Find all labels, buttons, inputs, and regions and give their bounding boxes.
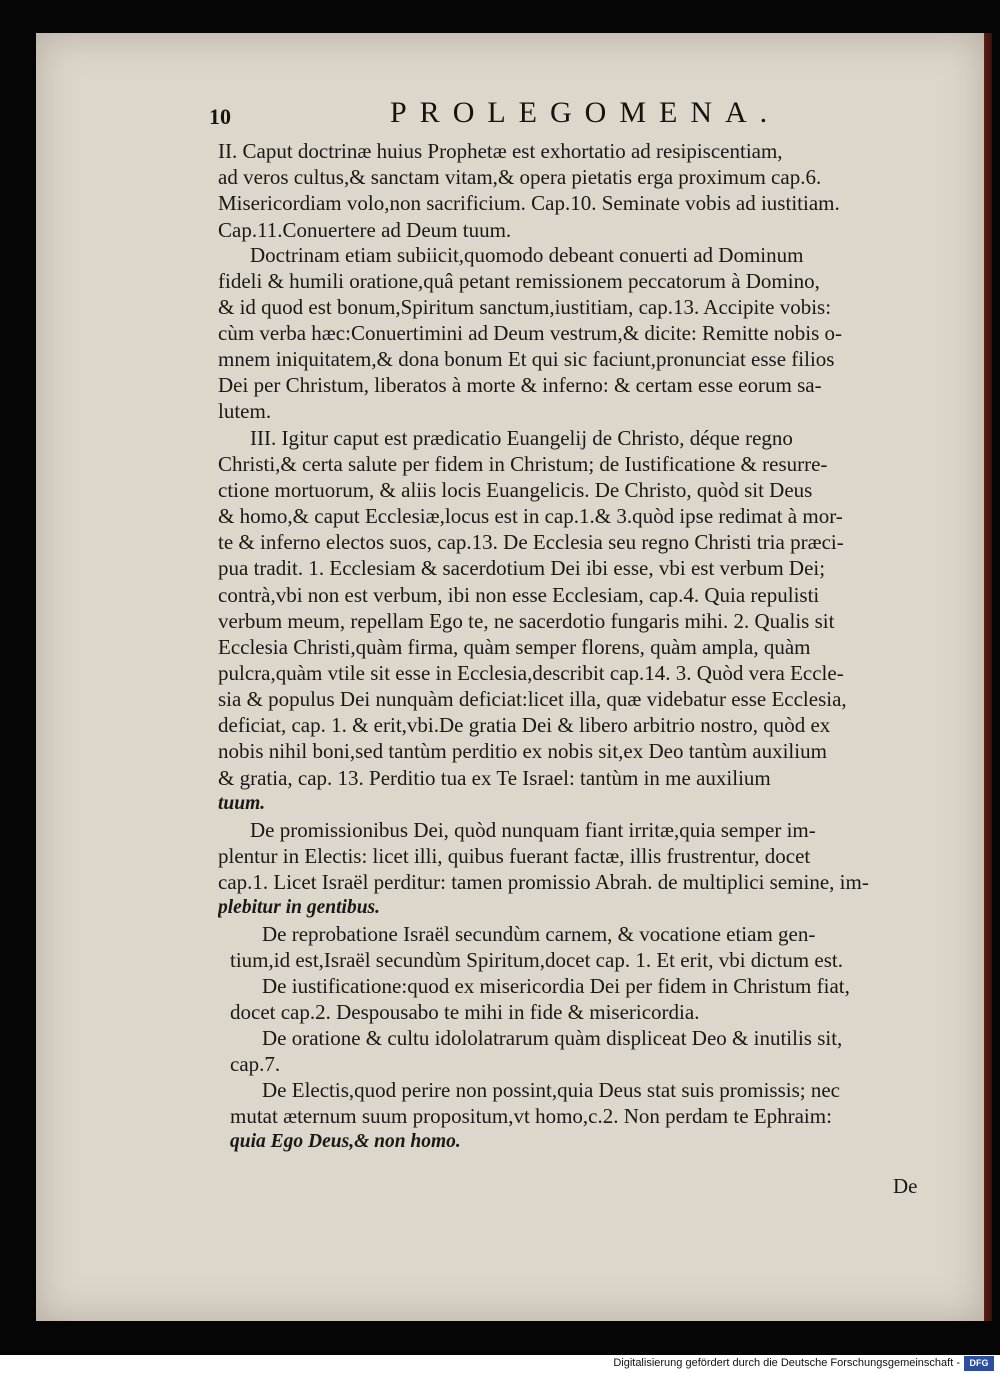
text-line: tuum. <box>218 793 266 814</box>
text-line: De reprobatione Israël secundùm carnem, & vocatione etiam gen- <box>262 922 816 946</box>
text-line: plentur in Electis: licet illi, quibus fuerant factæ, illis frustrentur, docet <box>218 844 811 868</box>
text-line: verbum meum, repellam Ego te, ne sacerdotio fungaris mihi. 2. Qualis sit <box>218 609 835 633</box>
text-line: pua tradit. 1. Ecclesiam & sacerdotium Dei ibi esse, vbi est verbum Dei; <box>218 556 826 580</box>
dfg-logo: DFG <box>964 1356 994 1371</box>
text-line: ctione mortuorum, & aliis locis Euangelicis. De Christo, quòd sit Deus <box>218 478 813 502</box>
page-edge <box>984 33 992 1321</box>
text-line: Ecclesia Christi,quàm firma, quàm semper florens, quàm ampla, quàm <box>218 635 811 659</box>
text-line: De promissionibus Dei, quòd nunquam fiant irritæ,quia semper im- <box>250 818 816 842</box>
text-line: deficiat, cap. 1. & erit,vbi.De gratia Dei & libero arbitrio nostro, quòd ex <box>218 713 831 737</box>
text-line: quia Ego Deus,& non homo. <box>230 1131 461 1152</box>
funding-notice: Digitalisierung gefördert durch die Deutsche Forschungsgemeinschaft - <box>613 1357 960 1369</box>
text-line: docet cap.2. Despousabo te mihi in fide & misericordia. <box>230 1000 700 1024</box>
text-line: III. Igitur caput est prædicatio Euangelij de Christo, déque regno <box>250 426 793 450</box>
catchword: De <box>893 1174 918 1198</box>
running-head: PROLEGOMENA. <box>390 96 781 129</box>
text-line: De Electis,quod perire non possint,quia Deus stat suis promissis; nec <box>262 1078 841 1102</box>
text-line: & id quod est bonum,Spiritum sanctum,iustitiam, cap.13. Accipite vobis: <box>218 295 832 319</box>
text-line: cùm verba hæc:Conuertimini ad Deum vestrum,& dicite: Remitte nobis o- <box>218 321 843 345</box>
text-line: De oratione & cultu idololatrarum quàm displiceat Deo & inutilis sit, <box>262 1026 843 1050</box>
text-line: De iustificatione:quod ex misericordia Dei per fidem in Christum fiat, <box>262 974 850 998</box>
text-line: II. Caput doctrinæ huius Prophetæ est exhortatio ad resipiscentiam, <box>218 139 783 163</box>
text-line: Doctrinam etiam subiicit,quomodo debeant conuerti ad Dominum <box>250 243 804 267</box>
text-line: fideli & humili oratione,quâ petant remissionem peccatorum à Domino, <box>218 269 820 293</box>
text-line: sia & populus Dei nunquàm deficiat:licet illa, quæ videbatur esse Ecclesia, <box>218 687 847 711</box>
text-line: cap.1. Licet Israël perditur: tamen promissio Abrah. de multiplici semine, im- <box>218 870 869 894</box>
text-line: Misericordiam volo,non sacrificium. Cap.10. Seminate vobis ad iustitiam. <box>218 191 840 215</box>
text-line: te & inferno electos suos, cap.13. De Ecclesia seu regno Christi tria præci- <box>218 530 844 554</box>
text-line: Dei per Christum, liberatos à morte & inferno: & certam esse eorum sa- <box>218 373 822 397</box>
text-line: Cap.11.Conuertere ad Deum tuum. <box>218 218 512 242</box>
text-line: ad veros cultus,& sanctam vitam,& opera pietatis erga proximum cap.6. <box>218 165 822 189</box>
text-line: pulcra,quàm vtile sit esse in Ecclesia,describit cap.14. 3. Quòd vera Eccle- <box>218 661 844 685</box>
text-line: contrà,vbi non est verbum, ibi non esse Ecclesiam, cap.4. Quia repulisti <box>218 583 820 607</box>
page-number: 10 <box>209 104 231 129</box>
text-line: plebitur in gentibus. <box>218 897 380 918</box>
text-line: tium,id est,Israël secundùm Spiritum,docet cap. 1. Et erit, vbi dictum est. <box>230 948 843 972</box>
text-line: & gratia, cap. 13. Perditio tua ex Te Israel: tantùm in me auxilium <box>218 766 771 790</box>
text-line: nobis nihil boni,sed tantùm perditio ex nobis sit,ex Deo tantùm auxilium <box>218 739 827 763</box>
text-line: & homo,& caput Ecclesiæ,locus est in cap.1.& 3.quòd ipse redimat à mor- <box>218 504 843 528</box>
text-line: Christi,& certa salute per fidem in Christum; de Iustificatione & resurre- <box>218 452 828 476</box>
text-line: lutem. <box>218 399 272 423</box>
text-line: mnem iniquitatem,& dona bonum Et qui sic faciunt,pronunciat esse filios <box>218 347 835 371</box>
text-line: cap.7. <box>230 1052 281 1076</box>
text-line: mutat æternum suum propositum,vt homo,c.2. Non perdam te Ephraim: <box>230 1104 832 1128</box>
